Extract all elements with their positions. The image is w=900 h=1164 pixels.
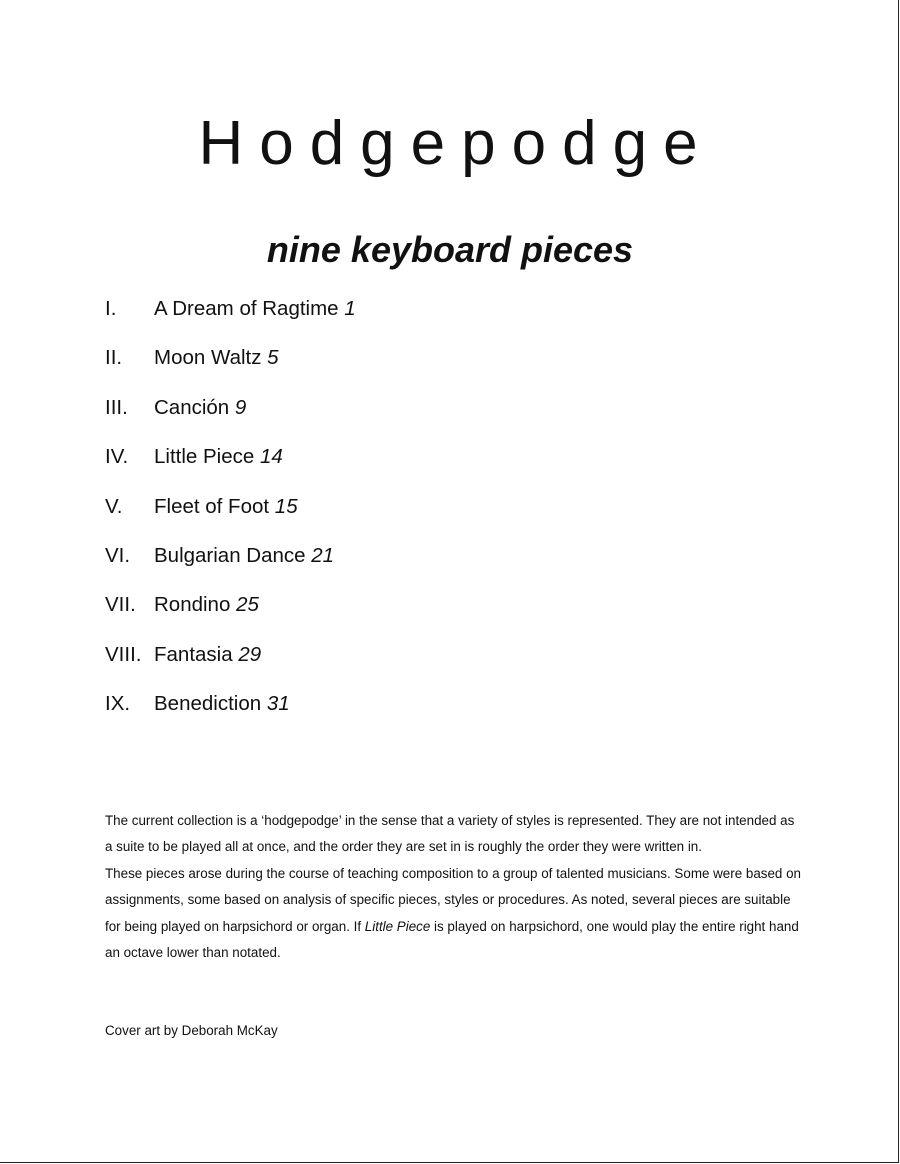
toc-title: Moon Waltz [154,346,262,370]
toc-number: IV. [105,445,129,469]
toc-title: Canción [154,395,230,419]
subtitle: nine keyboard pieces [266,229,634,270]
toc-item [105,292,356,341]
toc-item [105,490,356,539]
title: Hodgepodge [198,109,714,178]
toc-title: Fleet of Foot [154,494,270,518]
description-text: is played on harpsichord, one would play the entire right hand an octave lower than notated. [105,918,799,961]
table-of-contents [105,292,356,737]
toc-title: Rondino [154,593,231,617]
toc-number: I. [105,297,117,320]
toc-item [105,341,356,390]
toc-title: Bulgarian Dance [154,543,306,567]
toc-page: 25 [236,593,259,617]
toc-item [105,638,356,687]
toc-item [105,687,356,736]
toc-title: A Dream of Ragtime [154,297,339,320]
toc-page: 14 [259,445,283,469]
cover-art-credit: Cover art by Deborah McKay [105,1023,278,1038]
toc-page: 21 [311,543,335,567]
toc-title: Little Piece [154,445,255,469]
toc-page: 5 [267,346,279,370]
toc-item [105,539,356,588]
toc-number: IX. [105,692,131,716]
toc-title: Benediction [154,692,262,716]
toc-number: VII. [105,593,136,617]
toc-page: 31 [266,692,290,716]
toc-number: III. [105,395,128,419]
toc-number: VI. [105,543,131,567]
toc-page: 9 [234,395,247,419]
toc-page: 1 [344,297,356,320]
description-emphasis: Little Piece [364,918,431,934]
toc-number: VIII. [105,642,142,666]
description-text: These pieces arose during the course of teaching composition to a group of talented musicians. Some were based on assignments, some based on analysis of specific pieces, styles or procedures. As noted, several pieces are suitable for being played on harpsichord or organ. If [105,865,801,934]
toc-title: Fantasia [154,642,233,666]
toc-page: 15 [274,494,298,518]
toc-number: V. [105,494,123,518]
description [105,808,805,966]
toc-number: II. [105,346,123,370]
toc-item [105,588,356,637]
toc-item [105,440,356,489]
description-paragraph [105,861,805,967]
toc-item [105,391,356,440]
toc-page: 29 [238,642,262,666]
description-paragraph: The current collection is a ‘hodgepodge’ in the sense that a variety of styles is represented. They are not intended as a suite to be played all at once, and the order they are set in is roughly the order they were written in. [105,813,795,855]
